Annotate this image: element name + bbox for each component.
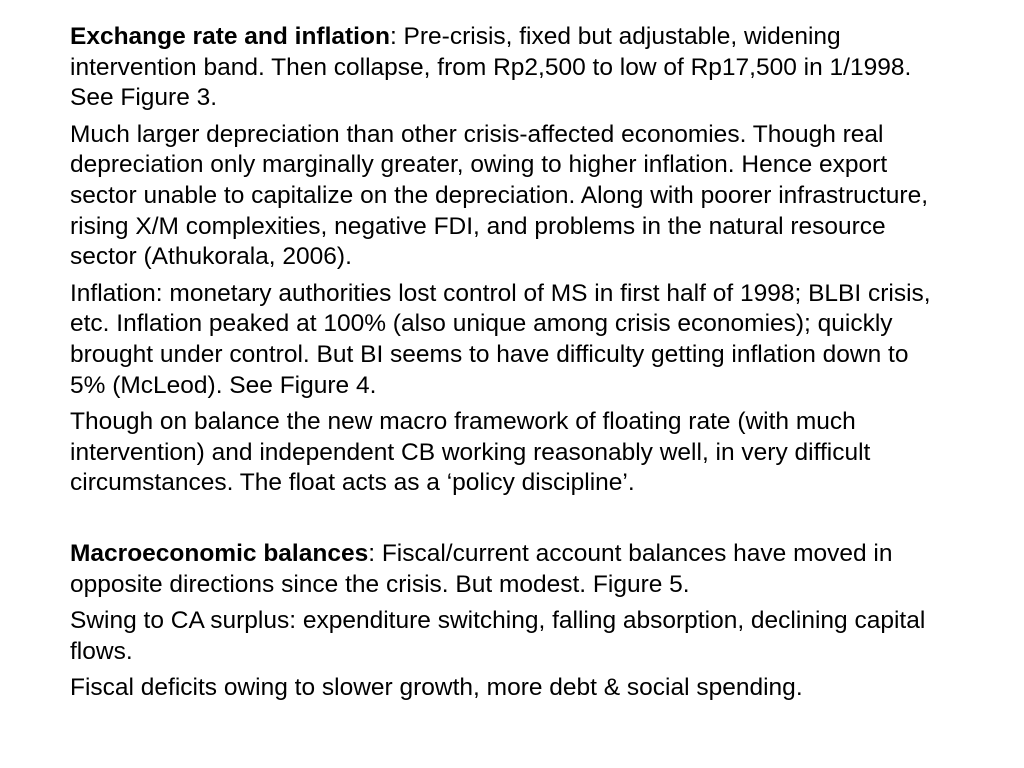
fiscal-deficits-paragraph: Fiscal deficits owing to slower growth, more debt & social spending. [70, 674, 803, 702]
exchange-rate-intro-text: : Pre-crisis, fixed but adjustable, widening intervention band. Then collapse, from Rp2,500 to low of Rp17,500 in 1/1998. See Figure 3. [70, 23, 912, 112]
depreciation-paragraph: Much larger depreciation than other crisis-affected economies. Though real depreciation only marginally greater, owing to higher inflation. Hence export sector unable to capitalize on the depreciation. Along with poorer infrastructure, rising X/M complexities, negative FDI, and problems in the natural resource sector (Athukorala, 2006). [70, 120, 929, 271]
exchange-rate-intro-paragraph [70, 22, 950, 114]
macro-framework-paragraph: Though on balance the new macro framework of floating rate (with much intervention) and independent CB working reasonably well, in very difficult circumstances. The float acts as a ‘policy discipline’. [70, 408, 871, 497]
macro-balances-heading: Macroeconomic balances [70, 539, 369, 567]
slide-content [70, 22, 950, 704]
macro-balances-intro-paragraph [70, 539, 950, 600]
ca-surplus-paragraph: Swing to CA surplus: expenditure switching, falling absorption, declining capital flows. [70, 607, 926, 665]
exchange-rate-heading: Exchange rate and inflation [70, 23, 390, 50]
macro-balances-intro-text: : Fiscal/current account balances have moved in opposite directions since the crisis. But modest. Figure 5. [70, 539, 893, 598]
section-spacer [70, 499, 950, 539]
inflation-paragraph: Inflation: monetary authorities lost control of MS in first half of 1998; BLBI crisis, etc. Inflation peaked at 100% (also unique among crisis economies); quickly brought under control. But BI seems to have difficulty getting inflation down to 5% (McLeod). See Figure 4. [70, 279, 931, 399]
